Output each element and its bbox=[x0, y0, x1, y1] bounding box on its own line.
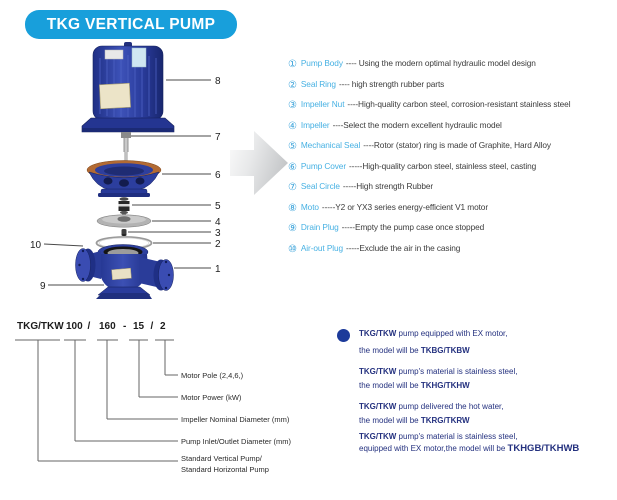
note-line bbox=[359, 432, 517, 441]
callout-number-4: 4 bbox=[215, 217, 221, 228]
pump-cover-illustration bbox=[87, 161, 161, 198]
parts-list-item-7 bbox=[288, 181, 570, 202]
note-line bbox=[359, 346, 470, 355]
note-text: the model will be bbox=[359, 381, 421, 390]
part-description: -----High strength Rubber bbox=[342, 181, 434, 191]
part-name: Drain Plug bbox=[300, 222, 339, 232]
impeller-nut-illustration bbox=[122, 229, 127, 236]
note-bold: TKHGB/TKHWB bbox=[507, 443, 580, 454]
note-bold: TKG/TKW bbox=[359, 329, 397, 338]
part-name: Seal Circle bbox=[300, 181, 340, 191]
parts-list-item-9 bbox=[288, 222, 570, 243]
pump-exploded-diagram bbox=[28, 42, 260, 304]
circled-number-icon: ④ bbox=[288, 120, 297, 132]
note-bold: TKG/TKW bbox=[359, 432, 397, 441]
part-description: -----Y2 or YX3 series energy-efficient V1 motor bbox=[321, 201, 488, 212]
label-inlet-outlet-diameter: Pump Inlet/Outlet Diameter (mm) bbox=[181, 437, 292, 446]
label-motor-power: Motor Power (kW) bbox=[181, 393, 242, 402]
parts-list-item-6 bbox=[288, 161, 570, 182]
circled-number-icon: ③ bbox=[288, 100, 297, 111]
note-text: equipped with EX motor,the model will be bbox=[359, 444, 508, 453]
callout-number-2: 2 bbox=[215, 239, 221, 250]
part-name: Pump Cover bbox=[300, 160, 346, 171]
model-code-pole: 2 bbox=[160, 321, 166, 332]
circled-number-icon: ⑨ bbox=[288, 223, 297, 234]
callout-number-9: 9 bbox=[40, 281, 46, 292]
parts-list-item-2 bbox=[288, 79, 570, 100]
model-code-inlet: 100 bbox=[66, 321, 83, 332]
note-bold: TKG/TKW bbox=[359, 367, 397, 376]
model-code-dash: - bbox=[123, 321, 127, 332]
label-motor-pole: Motor Pole (2,4,6,) bbox=[181, 371, 244, 380]
page-title bbox=[25, 10, 237, 39]
model-code-series: TKG/TKW bbox=[17, 321, 64, 332]
note-bold: TKHG/TKHW bbox=[420, 381, 470, 390]
part-name: Air-out Plug bbox=[300, 242, 344, 253]
label-standard-vertical: Standard Vertical Pump/ bbox=[181, 454, 262, 463]
label-standard-horizontal: Standard Horizontal Pump bbox=[181, 465, 269, 474]
callout-number-3: 3 bbox=[215, 228, 221, 239]
note-line bbox=[359, 381, 470, 390]
callout-number-6: 6 bbox=[215, 170, 221, 181]
page-title-text: TKG VERTICAL PUMP bbox=[46, 15, 216, 33]
circled-number-icon: ⑧ bbox=[288, 202, 297, 214]
part-name: Impeller Nut bbox=[300, 99, 345, 109]
callout-number-10: 10 bbox=[30, 240, 42, 251]
note-line bbox=[359, 416, 470, 425]
part-name: Impeller bbox=[300, 119, 330, 130]
parts-list-item-10 bbox=[288, 243, 570, 264]
model-code-bracket-lines bbox=[0, 332, 320, 472]
model-code-slash2: / bbox=[150, 321, 154, 332]
model-code-impeller: 160 bbox=[99, 321, 116, 332]
note-text: pump's material is stainless steel, bbox=[396, 367, 518, 376]
circled-number-icon: ⑤ bbox=[288, 141, 297, 152]
note-line bbox=[359, 367, 517, 376]
callout-line-10 bbox=[44, 244, 83, 246]
parts-list-item-4 bbox=[288, 120, 570, 141]
model-code-slash: / bbox=[87, 321, 91, 332]
parts-list-item-8 bbox=[288, 202, 570, 223]
note-bold: TKG/TKW bbox=[359, 402, 397, 411]
part-description: ---- Using the modern optimal hydraulic model design bbox=[345, 58, 536, 68]
part-description: ---- high strength rubber parts bbox=[338, 78, 445, 89]
circled-number-icon: ① bbox=[288, 59, 297, 70]
callout-number-8: 8 bbox=[215, 76, 221, 87]
parts-list-item-3 bbox=[288, 99, 570, 120]
label-impeller-diameter: Impeller Nominal Diameter (mm) bbox=[181, 415, 290, 424]
note-text: pump equipped with EX motor, bbox=[396, 329, 508, 338]
part-description: -----High-quality carbon steel, stainless steel, casting bbox=[349, 160, 537, 171]
circled-number-icon: ⑦ bbox=[288, 182, 297, 193]
callout-number-7: 7 bbox=[215, 132, 221, 143]
part-description: ----High-quality carbon steel, corrosion-resistant stainless steel bbox=[347, 99, 571, 109]
note-text: the model will be bbox=[359, 346, 421, 355]
callout-number-1: 1 bbox=[215, 264, 221, 275]
note-line bbox=[359, 329, 508, 338]
note-text: pump's material is stainless steel, bbox=[396, 432, 518, 441]
part-name: Mechanical Seal bbox=[300, 140, 361, 150]
part-description: ----Rotor (stator) ring is made of Graphite, Hard Alloy bbox=[363, 140, 551, 150]
part-name: Pump Body bbox=[300, 58, 343, 68]
circled-number-icon: ② bbox=[288, 79, 297, 91]
note-text: the model will be bbox=[359, 416, 421, 425]
note-line bbox=[359, 443, 579, 454]
part-name: Moto bbox=[300, 201, 319, 212]
note-text: pump delivered the hot water, bbox=[396, 402, 504, 411]
bullet-icon bbox=[337, 329, 350, 342]
impeller-illustration bbox=[97, 214, 151, 227]
part-name: Seal Ring bbox=[300, 78, 336, 89]
part-description: ----Select the modern excellent hydraulic model bbox=[332, 119, 502, 130]
parts-list-item-5 bbox=[288, 140, 570, 161]
transition-arrow-icon bbox=[228, 124, 290, 202]
model-code-power: 15 bbox=[133, 321, 145, 332]
pump-body-illustration bbox=[76, 245, 174, 300]
part-description: -----Exclude the air in the casing bbox=[346, 242, 461, 253]
parts-list bbox=[288, 58, 570, 263]
motor-illustration bbox=[82, 42, 174, 132]
parts-list-item-1 bbox=[288, 58, 570, 79]
note-bold: TKBG/TKBW bbox=[420, 346, 470, 355]
part-description: -----Empty the pump case once stopped bbox=[341, 222, 485, 232]
callout-number-5: 5 bbox=[215, 201, 221, 212]
note-bold: TKRG/TKRW bbox=[420, 416, 470, 425]
circled-number-icon: ⑥ bbox=[288, 161, 297, 173]
mechanical-seal-illustration bbox=[119, 197, 130, 214]
circled-number-icon: ⑩ bbox=[288, 243, 297, 255]
note-line bbox=[359, 402, 504, 411]
